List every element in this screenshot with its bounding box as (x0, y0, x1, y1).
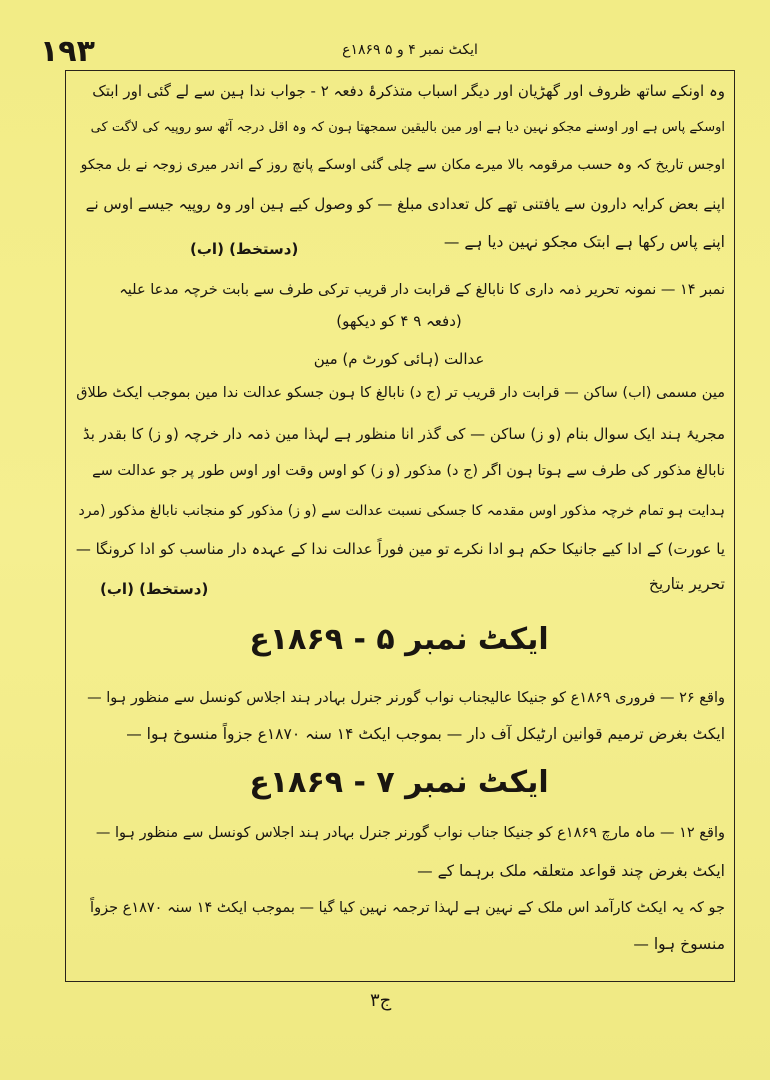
printer-signature: ج۳ (370, 990, 392, 1011)
act-heading: ایکٹ نمبر ۵ - ۱۸۶۹ع (249, 622, 549, 657)
court-heading: عدالت (ہائی کورٹ م) مین (313, 350, 485, 368)
form-reference: (دفعہ ۹ ۴ کو دیکھو) (336, 312, 462, 330)
text-line: اپنے بعض کرایہ دارون سے یافتنی تھے کل تعدادی مبلغ — کو وصول کیے ہین اور وہ روپیہ جیسے اوس نے (85, 195, 725, 213)
page-number: ١٩٣ (40, 34, 95, 69)
text-line: ہدایت ہو تمام خرچہ مذکور اوس مقدمہ کا جسکی نسبت عدالت سے (و ز) مذکور کو منجانب نابالغ مذکور (مرد (78, 503, 725, 519)
text-line: اوجس تاریخ کہ وہ حسب مرقومہ بالا میرے مکان سے چلی گئی اوسکے پانچ روز کے اندر میری زوجہ نے بل مجکو (80, 157, 725, 173)
text-line: مجریۂ ہند ایک سوال بنام (و ز) ساکن — کی گذر انا منظور ہے لہذا مین ذمہ دار خرچہ (و ز) کا بقدر بڈ (82, 425, 725, 443)
text-line: ایکٹ بغرض چند قواعد متعلقہ ملک برہما کے — (417, 862, 725, 880)
text-line: تحریر بتاریخ (648, 575, 725, 593)
text-line: منسوخ ہوا — (633, 935, 725, 953)
text-line: واقع ۲۶ — فروری ۱۸۶۹ع کو جنیکا عالیجناب نواب گورنر جنرل بہادر ہند اجلاس کونسل سے منظور ہوا — (87, 690, 725, 706)
signature-block: (دستخط) (اب) (100, 580, 209, 598)
act-heading: ایکٹ نمبر ۷ - ۱۸۶۹ع (249, 765, 549, 800)
running-head: ایکٹ نمبر ۴ و ۵ ۱۸۶۹ع (342, 42, 478, 58)
signature-block: (دستخط) (اب) (190, 240, 299, 258)
text-line: جو کہ یہ ایکٹ کارآمد اس ملک کے نہین ہے لہذا ترجمہ نہین کیا گیا — بموجب ایکٹ ۱۴ سنہ ۱۸۷۰ع جزواً (90, 900, 725, 916)
text-line: مین مسمی (اب) ساکن — قرابت دار قریب تر (ج د) نابالغ کا ہون جسکو عدالت ندا مین بموجب ایکٹ طلاق (76, 385, 725, 401)
form-title: نمبر ۱۴ — نمونہ تحریر ذمہ داری کا نابالغ کے قرابت دار قریب ترکی طرف سے بابت خرچہ مدعا علیہ (119, 282, 725, 298)
text-line: اپنے پاس رکھا ہے ابتک مجکو نہین دیا ہے — (443, 233, 725, 251)
text-line: اوسکے پاس ہے اور اوسنے مجکو نہین دیا ہے اور مین بالیقین سمجھتا ہون کہ وہ اقل درجہ آٹھ سو روپیہ کی لاگت کی (90, 120, 725, 135)
text-line: واقع ۱۲ — ماہ مارچ ۱۸۶۹ع کو جنیکا جناب نواب گورنر جنرل بہادر ہند اجلاس کونسل سے منظور ہوا — (95, 825, 725, 841)
text-line: یا عورت) کے ادا کیے جانیکا حکم ہو ادا نکرے تو مین فوراً عدالت ندا کے عہدہ دار مناسب کو ادا کرونگا — (75, 540, 725, 558)
text-line: وہ اونکے ساتھ ظروف اور گھڑیان اور دیگر اسباب متذکرۂ دفعہ ۲ - جواب ندا ہین سے لے گئی اور ابتک (92, 82, 725, 100)
text-line: نابالغ مذکور کی طرف سے ہوتا ہون اگر (ج د) مذکور (و ز) کو اوس وقت اور اوس طور پر جو عدالت سے (92, 463, 725, 479)
text-line: ایکٹ بغرض ترمیم قوانین ارٹیکل آف دار — بموجب ایکٹ ۱۴ سنہ ۱۸۷۰ع جزواً منسوخ ہوا — (126, 725, 725, 743)
